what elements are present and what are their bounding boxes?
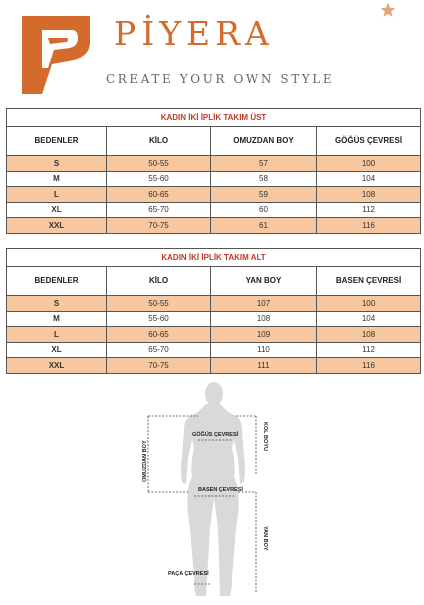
table-row (7, 171, 421, 187)
table-cell: 60-65 (107, 187, 211, 203)
table-cell: XL (7, 342, 107, 358)
table-row (7, 156, 421, 172)
table-cell: 112 (317, 202, 421, 218)
table-row (7, 342, 421, 358)
table-cell: 116 (317, 358, 421, 374)
table-row (7, 296, 421, 312)
table-row (7, 218, 421, 234)
column-header: BASEN ÇEVRESİ (317, 267, 421, 296)
column-header: BEDENLER (7, 267, 107, 296)
table-cell: 108 (317, 327, 421, 343)
brand-logo-icon (12, 10, 100, 98)
brand-name: PİYERA (114, 14, 274, 53)
side-length-label: YAN BOY (262, 526, 268, 551)
table-cell: 60-65 (107, 327, 211, 343)
table-cell: 111 (211, 358, 317, 374)
hip-label: BASEN ÇEVRESİ (198, 487, 243, 493)
table-cell: 55-60 (107, 171, 211, 187)
column-header: KİLO (107, 127, 211, 156)
table-cell: L (7, 187, 107, 203)
size-table-top (6, 108, 421, 234)
star-icon (380, 2, 396, 18)
table-cell: 59 (211, 187, 317, 203)
table-cell: 108 (211, 311, 317, 327)
table-cell: 65-70 (107, 342, 211, 358)
table-cell: XL (7, 202, 107, 218)
chest-label: GÖĞÜS ÇEVRESİ (192, 432, 239, 438)
table-cell: 55-60 (107, 311, 211, 327)
table-row (7, 311, 421, 327)
column-header: KİLO (107, 267, 211, 296)
table-cell: 58 (211, 171, 317, 187)
table-cell: 100 (317, 156, 421, 172)
brand-tagline: CREATE YOUR OWN STYLE (106, 72, 335, 86)
table-cell: 107 (211, 296, 317, 312)
table-cell: 108 (317, 187, 421, 203)
table-cell: 112 (317, 342, 421, 358)
table-cell: L (7, 327, 107, 343)
table-cell: 50-55 (107, 296, 211, 312)
column-header: OMUZDAN BOY (211, 127, 317, 156)
table-cell: XXL (7, 358, 107, 374)
table-cell: M (7, 311, 107, 327)
column-header: BEDENLER (7, 127, 107, 156)
table-cell: S (7, 296, 107, 312)
shoulder-length-label: OMUZDAN BOY (142, 440, 148, 482)
table-title: KADIN İKİ İPLİK TAKIM ÜST (7, 109, 421, 127)
sleeve-length-label: KOL BOYU (262, 422, 268, 451)
table-cell: 116 (317, 218, 421, 234)
header (0, 0, 424, 100)
hem-label: PAÇA ÇEVRESİ (168, 571, 209, 577)
table-cell: M (7, 171, 107, 187)
table-cell: S (7, 156, 107, 172)
table-cell: 100 (317, 296, 421, 312)
size-table-bottom (6, 248, 421, 374)
table-cell: 61 (211, 218, 317, 234)
table-row (7, 187, 421, 203)
table-cell: 70-75 (107, 218, 211, 234)
table-cell: XXL (7, 218, 107, 234)
table-cell: 104 (317, 171, 421, 187)
table-cell: 109 (211, 327, 317, 343)
table-cell: 50-55 (107, 156, 211, 172)
table-title: KADIN İKİ İPLİK TAKIM ALT (7, 249, 421, 267)
table-cell: 60 (211, 202, 317, 218)
column-header: GÖĞÜS ÇEVRESİ (317, 127, 421, 156)
table-row (7, 327, 421, 343)
table-cell: 57 (211, 156, 317, 172)
table-row (7, 202, 421, 218)
table-cell: 110 (211, 342, 317, 358)
table-row (7, 358, 421, 374)
table-cell: 104 (317, 311, 421, 327)
table-cell: 70-75 (107, 358, 211, 374)
column-header: YAN BOY (211, 267, 317, 296)
measurement-figure (140, 378, 290, 600)
table-cell: 65-70 (107, 202, 211, 218)
